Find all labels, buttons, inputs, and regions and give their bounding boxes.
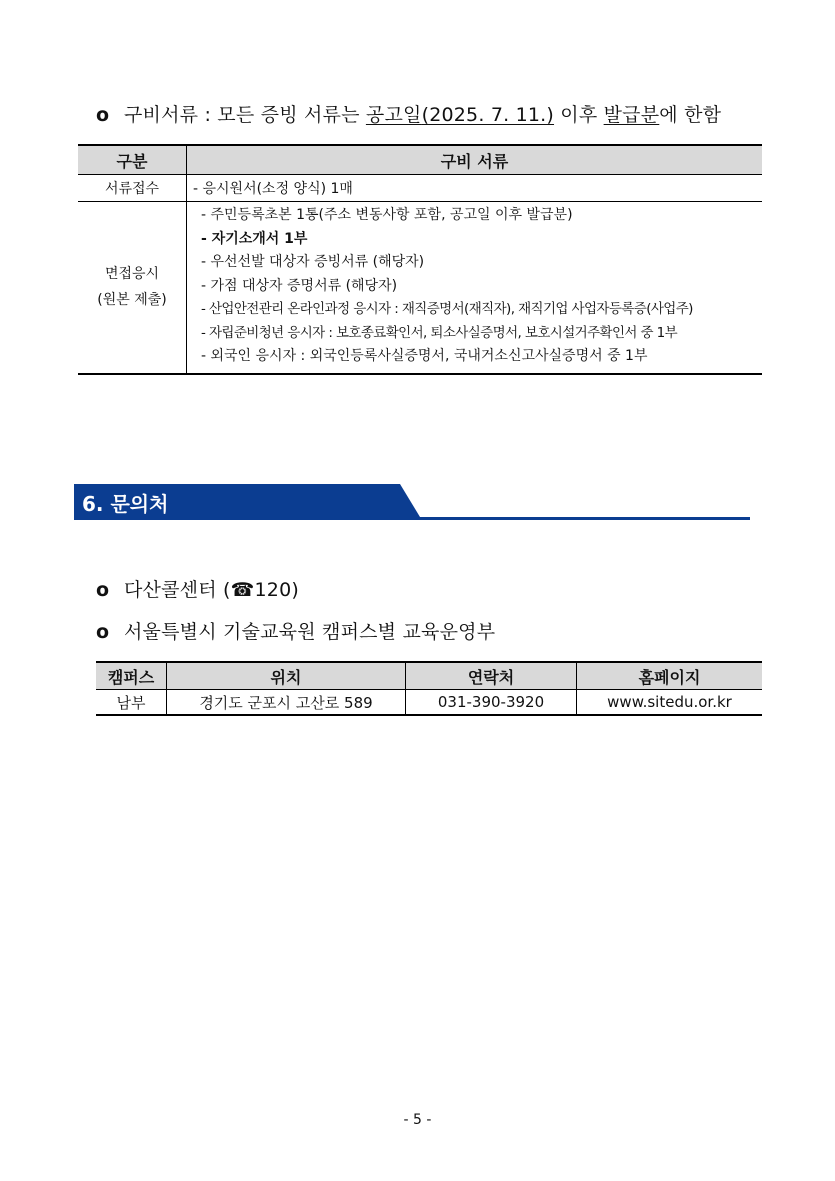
campus-homepage: www.sitedu.or.kr (577, 690, 763, 716)
bullet-mark: o (96, 621, 110, 643)
page-number: - 5 - (403, 1112, 432, 1128)
list-item: - 자기소개서 1부 (201, 230, 308, 247)
list-item: - 외국인 응시자 : 외국인등록사실증명서, 국내거소신고사실증명서 중 1부 (201, 348, 648, 364)
interview-category-line1: 면접응시 (104, 266, 160, 283)
header-location: 위치 (167, 662, 406, 690)
contact-call-center (96, 575, 299, 602)
section-banner (74, 484, 750, 522)
table-row (78, 202, 762, 374)
header-category: 구분 (78, 145, 187, 175)
table-header-row (96, 662, 762, 690)
campus-phone: 031-390-3920 (406, 690, 577, 716)
header-contact: 연락처 (406, 662, 577, 690)
section-banner-shape (74, 484, 750, 522)
docs-heading-date: (2025. 7. 11.) (421, 104, 555, 126)
table-row (78, 175, 762, 202)
required-documents-table (78, 144, 762, 375)
docs-heading-underlined-date (366, 104, 554, 126)
list-item: - 가점 대상자 증명서류 (해당자) (201, 277, 398, 294)
institute-text: 서울특별시 기술교육원 캠퍼스별 교육운영부 (124, 621, 496, 643)
list-item: - 주민등록초본 1통(주소 변동사항 포함, 공고일 이후 발급분) (201, 207, 573, 223)
interview-items (187, 202, 763, 374)
call-center-text: 다산콜센터 (☎120) (124, 579, 299, 601)
docs-heading-prefix: 구비서류 : 모든 증빙 서류는 (124, 104, 366, 126)
header-homepage: 홈페이지 (577, 662, 763, 690)
list-item: - 산업안전관리 온라인과정 응시자 : 재직증명서(재직자), 재직기업 사업자등록증(사업주) (201, 301, 693, 317)
header-campus: 캠퍼스 (96, 662, 167, 690)
list-item: - 우선선발 대상자 증빙서류 (해당자) (201, 254, 425, 270)
docs-heading-suffix: 에 한함 (659, 104, 722, 126)
campus-contact-table (96, 661, 762, 716)
submission-item: - 응시원서(소정 양식) 1매 (187, 175, 763, 202)
list-item: - 자립준비청년 응시자 : 보호종료확인서, 퇴소사실증명서, 보호시설거주확인서 중 1부 (201, 324, 678, 341)
table-header-row (78, 145, 762, 175)
submission-category: 서류접수 (78, 175, 187, 202)
bullet-mark: o (96, 104, 110, 126)
table-row (96, 690, 762, 716)
campus-name: 남부 (96, 690, 167, 716)
interview-category-line2: (원본 제출) (97, 292, 167, 309)
docs-heading-keyword-announcement: 공고일 (365, 104, 422, 126)
bullet-mark: o (96, 579, 110, 601)
section-title: 6. 문의처 (82, 492, 169, 516)
contact-institute (96, 617, 495, 644)
docs-heading-keyword-issued: 발급분 (603, 104, 660, 126)
header-documents: 구비 서류 (187, 145, 763, 175)
interview-category (78, 202, 187, 374)
docs-heading-middle: 이후 (554, 104, 604, 126)
campus-location: 경기도 군포시 고산로 589 (167, 690, 406, 716)
docs-heading (96, 100, 721, 127)
